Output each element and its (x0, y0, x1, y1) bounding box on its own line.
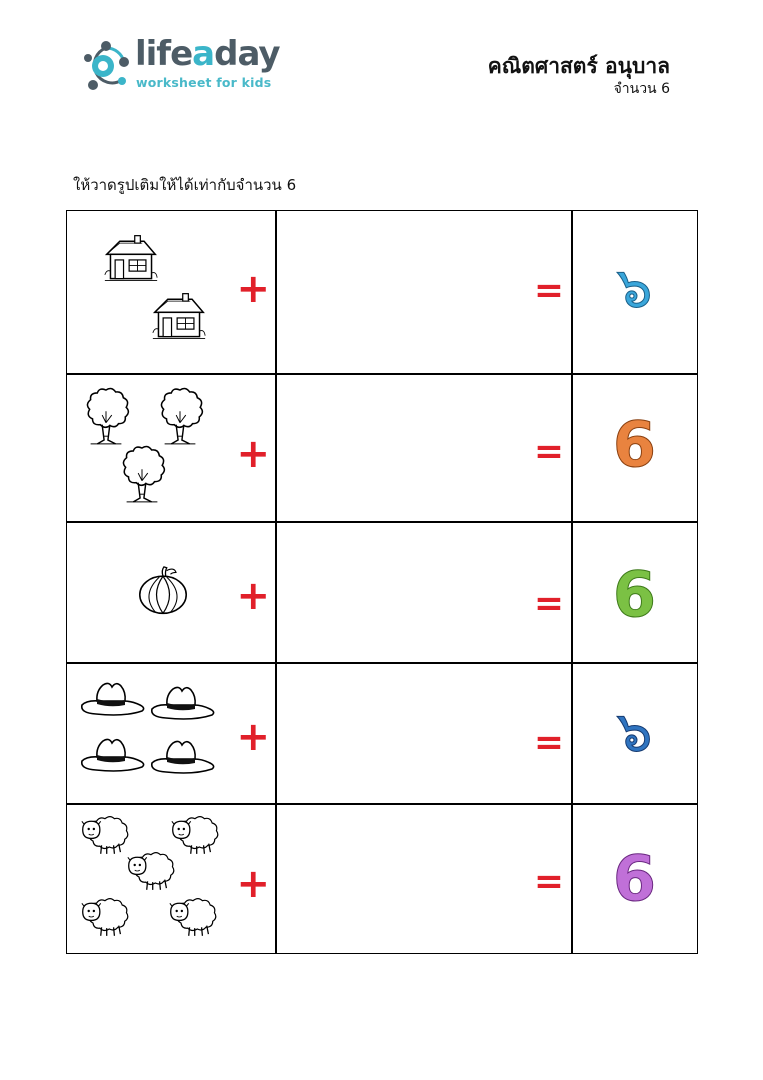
target-number-cell (571, 803, 698, 954)
worksheet-row (66, 803, 698, 954)
worksheet-row (66, 521, 698, 664)
picture-cell (66, 662, 277, 805)
plus-sign: + (236, 266, 270, 312)
logo-word-accent: a (192, 34, 215, 74)
plus-sign: + (236, 431, 270, 477)
house-icon (151, 291, 207, 343)
drawing-area[interactable] (275, 662, 573, 805)
target-number-cell (571, 210, 698, 375)
plus-sign: + (236, 861, 270, 907)
equals-sign: = (533, 722, 564, 763)
picture-cell (66, 373, 277, 523)
target-number: 6 (612, 842, 657, 915)
equals-sign: = (533, 583, 564, 624)
logo-mark-icon (82, 40, 132, 94)
site-logo[interactable] (82, 34, 282, 98)
equals-sign: = (533, 431, 564, 472)
target-number: 6 (612, 558, 657, 631)
sheep-icon (81, 896, 129, 938)
instruction-text: ให้วาดรูปเติมให้ได้เท่ากับจำนวน 6 (73, 176, 297, 194)
logo-word-right: day (214, 34, 280, 74)
drawing-area[interactable] (275, 521, 573, 664)
page-title: คณิตศาสตร์ อนุบาล (487, 54, 670, 78)
sheep-icon (81, 814, 129, 856)
equals-sign: = (533, 270, 564, 311)
tree-icon (81, 386, 131, 446)
plus-sign: + (236, 573, 270, 619)
tree-icon (155, 386, 205, 446)
sheep-icon (169, 896, 217, 938)
tree-icon (117, 444, 167, 504)
picture-cell (66, 210, 277, 375)
logo-wordmark (135, 34, 280, 74)
sheep-icon (127, 850, 175, 892)
hat-icon (149, 739, 215, 775)
drawing-area[interactable] (275, 803, 573, 954)
plus-sign: + (236, 714, 270, 760)
hat-icon (79, 681, 145, 717)
target-number-cell (571, 662, 698, 805)
worksheet-row (66, 210, 698, 375)
logo-word-left: life (135, 34, 193, 74)
worksheet-row (66, 662, 698, 805)
target-number-cell (571, 521, 698, 664)
drawing-area[interactable] (275, 210, 573, 375)
worksheet-table (66, 210, 698, 954)
drawing-area[interactable] (275, 373, 573, 523)
equals-sign: = (533, 861, 564, 902)
target-number: ๖ (616, 256, 653, 321)
logo-tagline: worksheet for kids (136, 75, 272, 90)
page-subtitle: จำนวน 6 (613, 81, 670, 97)
hat-icon (79, 737, 145, 773)
target-number-cell (571, 373, 698, 523)
picture-cell (66, 521, 277, 664)
house-icon (103, 233, 159, 285)
hat-icon (149, 685, 215, 721)
picture-cell (66, 803, 277, 954)
target-number: ๖ (616, 700, 653, 765)
pumpkin-icon (137, 566, 189, 616)
worksheet-row (66, 373, 698, 523)
target-number: 6 (612, 408, 657, 481)
sheep-icon (171, 814, 219, 856)
